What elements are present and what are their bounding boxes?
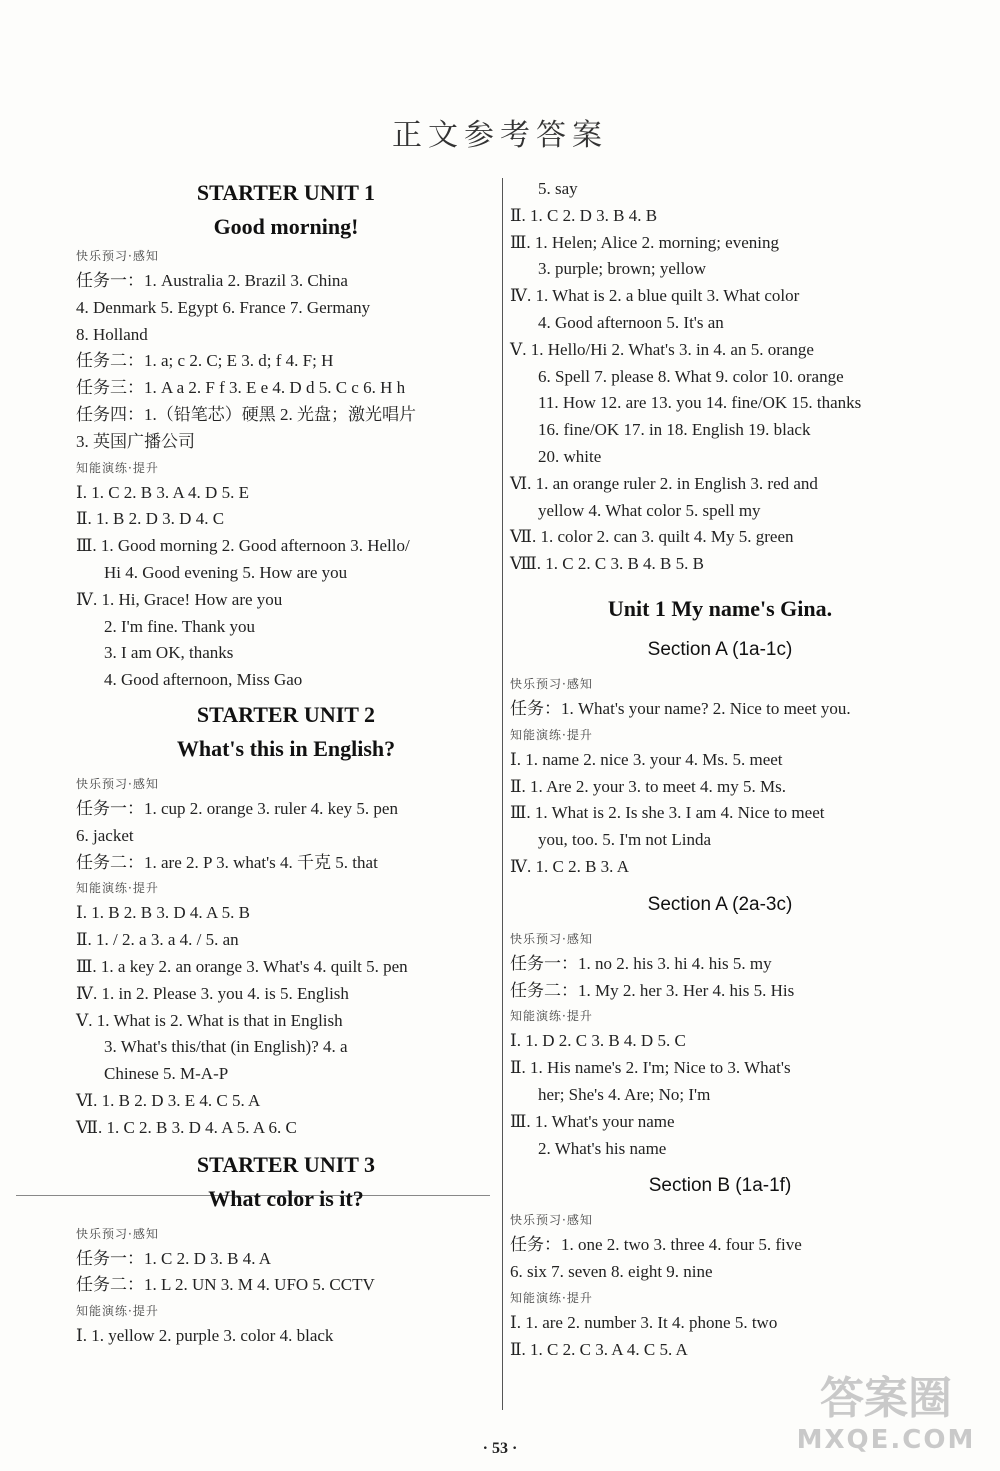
unit-subtitle: Good morning!	[213, 214, 359, 239]
answer-line: Hi 4. Good evening 5. How are you	[104, 562, 348, 582]
answer-line: Ⅰ. 1. B 2. B 3. D 4. A 5. B	[76, 903, 250, 923]
unit-heading	[76, 1148, 496, 1216]
answer-line: Ⅶ. 1. color 2. can 3. quilt 4. My 5. green	[510, 527, 794, 547]
subsection-heading: 快乐预习·感知	[76, 249, 159, 263]
answer-line: Ⅲ. 1. a key 2. an orange 3. What's 4. quilt 5. pen	[76, 956, 408, 976]
answer-line: 3. I am OK, thanks	[104, 643, 234, 663]
unit-title: STARTER UNIT 3	[196, 1151, 376, 1177]
page-title: 正文参考答案	[392, 118, 608, 153]
answer-line: Ⅱ. 1. Are 2. your 3. to meet 4. my 5. Ms.	[510, 776, 786, 796]
page-number: · 53 ·	[482, 1440, 518, 1457]
answer-line: Ⅱ. 1. B 2. D 3. D 4. C	[76, 509, 225, 529]
answer-line: Ⅲ. 1. What's your name	[510, 1111, 675, 1131]
answer-line: 3. purple; brown; yellow	[538, 259, 707, 279]
answer-line: 2. I'm fine. Thank you	[104, 616, 255, 636]
answer-line: Ⅵ. 1. an orange ruler 2. in English 3. red and	[510, 473, 818, 493]
answer-line: Ⅰ. 1. C 2. B 3. A 4. D 5. E	[76, 482, 249, 502]
answer-line: 任务一：1. Australia 2. Brazil 3. China	[76, 271, 348, 290]
answer-line: Ⅷ. 1. C 2. C 3. B 4. B 5. B	[510, 554, 704, 574]
answer-line: Ⅵ. 1. B 2. D 3. E 4. C 5. A	[76, 1090, 261, 1110]
answer-line: Ⅳ. 1. Hi, Grace! How are you	[76, 589, 283, 609]
unit-heading	[76, 176, 496, 244]
subsection-heading: 知能演练·提升	[76, 460, 159, 475]
answer-line: Ⅴ. 1. What is 2. What is that in English	[76, 1010, 343, 1030]
answer-line: 20. white	[538, 446, 602, 466]
section-title: Section B (1a-1f)	[648, 1175, 792, 1197]
answer-line: 3. What's this/that (in English)? 4. a	[104, 1037, 348, 1057]
unit-subtitle: What color is it?	[208, 1185, 364, 1211]
answer-line: 任务二：1. are 2. P 3. what's 4. 千克 5. that	[76, 852, 378, 872]
answer-line: Ⅰ. 1. are 2. number 3. It 4. phone 5. two	[510, 1312, 778, 1332]
answer-line: Ⅳ. 1. What is 2. a blue quilt 3. What color	[510, 286, 800, 306]
right-column	[510, 176, 930, 1364]
subsection-heading: 快乐预习·感知	[76, 776, 159, 791]
answer-line: 任务：1. What's your name? 2. Nice to meet you.	[510, 698, 851, 718]
answer-line: 6. six 7. seven 8. eight 9. nine	[510, 1262, 713, 1282]
answer-line: 11. How 12. are 13. you 14. fine/OK 15. thanks	[538, 393, 862, 413]
answer-line: Ⅰ. 1. name 2. nice 3. your 4. Ms. 5. meet	[510, 749, 783, 769]
answer-line: 4. Good afternoon 5. It's an	[538, 312, 724, 332]
answer-line: 任务二：1. a; c 2. C; E 3. d; f 4. F; H	[76, 351, 334, 371]
answer-line: 任务二：1. My 2. her 3. Her 4. his 5. His	[510, 980, 795, 1000]
subsection-heading: 快乐预习·感知	[510, 1213, 593, 1228]
answer-line: Ⅱ. 1. C 2. D 3. B 4. B	[510, 205, 658, 225]
section-title: Section A (1a-1c)	[647, 638, 793, 660]
answer-line: 任务：1. one 2. two 3. three 4. four 5. five	[510, 1235, 802, 1255]
answer-line: Ⅱ. 1. C 2. C 3. A 4. C 5. A	[510, 1339, 688, 1359]
watermark-text: 答案圈	[820, 1373, 952, 1424]
left-column	[76, 176, 496, 1350]
answer-line: 6. Spell 7. please 8. What 9. color 10. orange	[538, 366, 844, 386]
answer-line: Ⅴ. 1. Hello/Hi 2. What's 3. in 4. an 5. orange	[510, 339, 814, 359]
unit-title: Unit 1 My name's Gina.	[607, 595, 833, 621]
answer-line: 任务三：1. A a 2. F f 3. E e 4. D d 5. C c 6. H h	[76, 378, 406, 398]
section-title: Section A (2a-3c)	[647, 893, 793, 915]
answer-line: 3. 英国广播公司	[76, 431, 195, 451]
answer-line: 6. jacket	[76, 825, 134, 845]
subsection-heading: 快乐预习·感知	[76, 1226, 159, 1241]
answer-line: 任务四：1.（铅笔芯）硬黑 2. 光盘；激光唱片	[76, 404, 416, 424]
subsection-heading: 快乐预习·感知	[510, 931, 593, 946]
answer-line: Ⅳ. 1. in 2. Please 3. you 4. is 5. English	[76, 983, 349, 1003]
answer-line: Ⅶ. 1. C 2. B 3. D 4. A 5. A 6. C	[76, 1117, 297, 1137]
answer-line: yellow 4. What color 5. spell my	[538, 500, 761, 520]
answer-line: Chinese 5. M-A-P	[104, 1064, 229, 1084]
subsection-heading: 知能演练·提升	[76, 1304, 159, 1319]
answer-line: Ⅲ. 1. Helen; Alice 2. morning; evening	[510, 232, 779, 252]
subsection-heading: 知能演练·提升	[76, 881, 159, 896]
unit-subtitle: What's this in English?	[176, 735, 396, 761]
answer-line: 任务二：1. L 2. UN 3. M 4. UFO 5. CCTV	[76, 1275, 375, 1295]
answer-line: you, too. 5. I'm not Linda	[538, 830, 712, 850]
answer-line: Ⅰ. 1. yellow 2. purple 3. color 4. black	[76, 1326, 334, 1346]
answer-line: 8. Holland	[76, 324, 148, 344]
answer-line: 4. Good afternoon, Miss Gao	[104, 670, 303, 690]
watermark-url: MXQE.COM	[796, 1425, 976, 1455]
unit-title: STARTER UNIT 1	[196, 180, 376, 205]
answer-line: her; She's 4. Are; No; I'm	[538, 1084, 711, 1104]
answer-line: 4. Denmark 5. Egypt 6. France 7. Germany	[76, 297, 371, 317]
answer-line: 2. What's his name	[538, 1138, 667, 1158]
answer-line: Ⅰ. 1. D 2. C 3. B 4. D 5. C	[510, 1031, 686, 1051]
watermark-logo	[786, 1373, 986, 1463]
answer-line: 任务一：1. cup 2. orange 3. ruler 4. key 5. pen	[76, 798, 398, 818]
subsection-heading: 快乐预习·感知	[510, 676, 593, 691]
answer-line: 16. fine/OK 17. in 18. English 19. black	[538, 420, 811, 440]
answer-line: 任务一：1. no 2. his 3. hi 4. his 5. my	[510, 953, 772, 973]
page-number-value: 53	[492, 1440, 508, 1457]
subsection-heading: 知能演练·提升	[510, 1290, 593, 1305]
subsection-heading: 知能演练·提升	[510, 1009, 593, 1024]
column-divider	[502, 178, 503, 1410]
answer-line: 任务一：1. C 2. D 3. B 4. A	[76, 1248, 272, 1268]
unit-heading	[76, 698, 496, 766]
subsection-heading: 知能演练·提升	[510, 727, 593, 742]
answer-line: Ⅱ. 1. His name's 2. I'm; Nice to 3. What's	[510, 1058, 791, 1078]
answer-line: Ⅲ. 1. What is 2. Is she 3. I am 4. Nice to meet	[510, 803, 825, 823]
answer-line: Ⅱ. 1. / 2. a 3. a 4. / 5. an	[76, 930, 239, 950]
answer-line: 5. say	[538, 179, 578, 198]
answer-line: Ⅳ. 1. C 2. B 3. A	[510, 856, 629, 876]
unit-title: STARTER UNIT 2	[196, 701, 376, 727]
answer-line: Ⅲ. 1. Good morning 2. Good afternoon 3. Hello/	[76, 536, 410, 556]
